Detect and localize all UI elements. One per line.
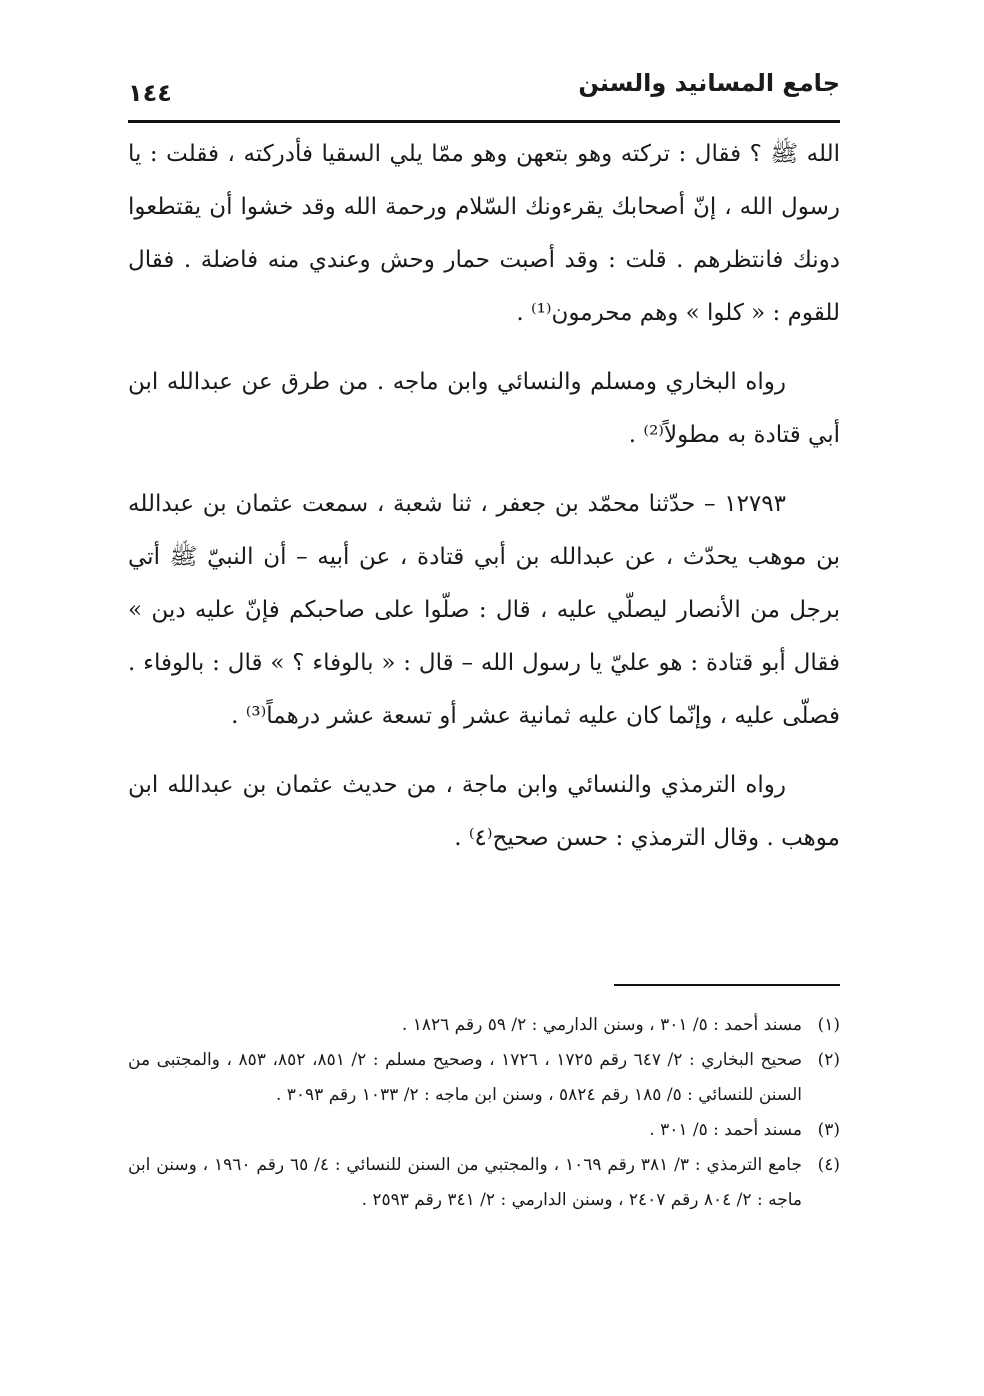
footnote-text: مسند أحمد : ٥/ ٣٠١ ، وسنن الدارمي : ٢/ ٥٩ رقم ١٨٢٦ . bbox=[401, 1015, 802, 1035]
footnote-text: صحيح البخاري : ٢/ ٦٤٧ رقم ١٧٢٥ ، ١٧٢٦ ، وصحيح مسلم : ٢/ ٨٥١، ٨٥٢، ٨٥٣ ، والمجتبى من السنن للنسائي : ٥/ ١٨٥ رقم ٥٨٢٤ ، وسنن ابن ماجه : ٢/ ١٠٣٣ رقم ٣٠٩٣ . bbox=[128, 1050, 803, 1105]
footnote-4 bbox=[128, 1148, 840, 1218]
footnote-1 bbox=[128, 1008, 840, 1043]
page-number: ١٤٤ bbox=[128, 79, 172, 107]
footnotes bbox=[128, 1008, 840, 1218]
footnote-number: (١) bbox=[817, 1015, 840, 1035]
footnote-number: (٣) bbox=[817, 1120, 840, 1140]
paragraph-3-hadith-12793: ١٢٧٩٣ – حدّثنا محمّد بن جعفر ، ثنا شعبة ، سمعت عثمان بن عبدالله بن موهب يحدّث ، عن عبدالله بن أبي قتادة ، عن أبيه – أن النبيّ ﷺ أتي برجل من الأنصار ليصلّي عليه ، قال : صلّوا على صاحبكم فإنّ عليه دين » فقال أبو قتادة : هو عليّ يا رسول الله – قال : « بالوفاء ؟ » قال : بالوفاء . فصلّى عليه ، وإنّما كان عليه ثمانية عشر أو تسعة عشر درهماً⁽³⁾ . bbox=[128, 491, 840, 729]
footnote-text: مسند أحمد : ٥/ ٣٠١ . bbox=[649, 1120, 802, 1140]
footnote-3 bbox=[128, 1113, 840, 1148]
paragraph-4: رواه الترمذي والنسائي وابن ماجة ، من حديث عثمان بن عبدالله ابن موهب . وقال الترمذي : حسن صحيح⁽٤⁾ . bbox=[128, 772, 840, 851]
footnote-2 bbox=[128, 1043, 840, 1113]
main-text bbox=[128, 128, 840, 865]
footnote-number: (٢) bbox=[817, 1050, 841, 1070]
footnote-number: (٤) bbox=[817, 1155, 840, 1175]
footnote-text: جامع الترمذي : ٣/ ٣٨١ رقم ١٠٦٩ ، والمجتبي من السنن للنسائي : ٤/ ٦٥ رقم ١٩٦٠ ، وسنن ابن ماجه : ٢/ ٨٠٤ رقم ٢٤٠٧ ، وسنن الدارمي : ٢/ ٣٤١ رقم ٢٥٩٣ . bbox=[128, 1155, 802, 1210]
paragraph-1: الله ﷺ ؟ فقال : تركته وهو بتعهن وهو ممّا يلي السقيا فأدركته ، فقلت : يا رسول الله ، إنّ أصحابك يقرءونك السّلام ورحمة الله وقد خشوا أن يقتطعوا دونك فانتظرهم . قلت : وقد أصبت حمار وحش وعندي منه فاضلة . فقال للقوم : « كلوا » وهم محرمون⁽¹⁾ . bbox=[128, 141, 840, 326]
footnote-separator bbox=[614, 984, 840, 986]
paragraph-2: رواه البخاري ومسلم والنسائي وابن ماجه . من طرق عن عبدالله ابن أبي قتادة به مطولاً⁽²⁾ . bbox=[128, 369, 840, 448]
page-header bbox=[128, 62, 840, 114]
header-rule bbox=[128, 120, 840, 123]
running-title: جامع المسانيد والسنن bbox=[578, 69, 840, 97]
